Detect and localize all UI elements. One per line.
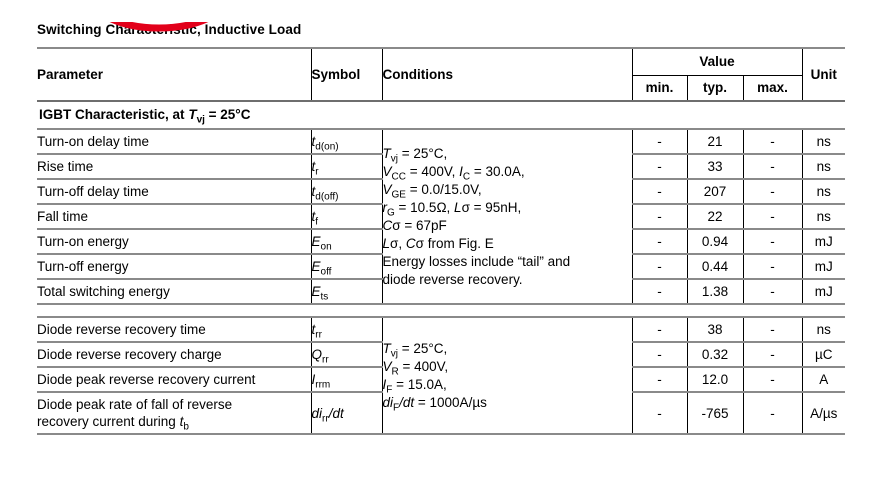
page-title: Switching Characteristic, Inductive Load	[37, 22, 302, 37]
parameter-cell: Diode peak rate of fall of reverse recovery current during $t_b$	[37, 392, 311, 434]
switching-characteristics-header	[37, 47, 845, 102]
typ-value-cell: 0.94	[687, 229, 743, 254]
max-value-cell: -	[743, 129, 802, 154]
igbt-characteristics-table	[37, 128, 845, 305]
parameter-cell: Turn-on energy	[37, 229, 311, 254]
max-value-cell: -	[743, 204, 802, 229]
header-row-main	[37, 48, 845, 75]
symbol-cell: $Q_{rr}$	[311, 342, 382, 367]
max-value-cell: -	[743, 342, 802, 367]
col-header-min: min.	[632, 75, 687, 101]
unit-cell: ns	[802, 179, 845, 204]
min-value-cell: -	[632, 179, 687, 204]
table-row	[37, 317, 845, 342]
typ-value-cell: 0.32	[687, 342, 743, 367]
igbt-section-title: IGBT Characteristic, at $T_{vj} = 25^\circ C$	[39, 107, 251, 126]
parameter-cell: Diode peak reverse recovery current	[37, 367, 311, 392]
min-value-cell: -	[632, 254, 687, 279]
symbol-cell: $E_{ts}$	[311, 279, 382, 304]
max-value-cell: -	[743, 179, 802, 204]
typ-value-cell: 0.44	[687, 254, 743, 279]
max-value-cell: -	[743, 254, 802, 279]
max-value-cell: -	[743, 367, 802, 392]
max-value-cell: -	[743, 229, 802, 254]
max-value-cell: -	[743, 154, 802, 179]
unit-cell: ns	[802, 129, 845, 154]
unit-cell: A/µs	[802, 392, 845, 434]
symbol-cell: $E_{off}$	[311, 254, 382, 279]
max-value-cell: -	[743, 392, 802, 434]
typ-value-cell: 21	[687, 129, 743, 154]
datasheet-page	[0, 22, 891, 488]
symbol-cell: $t_{d(on)}$	[311, 129, 382, 154]
max-value-cell: -	[743, 317, 802, 342]
symbol-cell: $di_{rr}/dt$	[311, 392, 382, 434]
unit-cell: ns	[802, 204, 845, 229]
max-value-cell: -	[743, 279, 802, 304]
typ-value-cell: 207	[687, 179, 743, 204]
parameter-cell: Fall time	[37, 204, 311, 229]
parameter-cell: Diode reverse recovery charge	[37, 342, 311, 367]
table-row	[37, 129, 845, 154]
typ-value-cell: 33	[687, 154, 743, 179]
typ-value-cell: 12.0	[687, 367, 743, 392]
unit-cell: µC	[802, 342, 845, 367]
min-value-cell: -	[632, 129, 687, 154]
infineon-logo-arc	[85, 22, 233, 33]
unit-cell: A	[802, 367, 845, 392]
col-header-typ: typ.	[687, 75, 743, 101]
parameter-cell: Turn-off energy	[37, 254, 311, 279]
min-value-cell: -	[632, 367, 687, 392]
min-value-cell: -	[632, 392, 687, 434]
min-value-cell: -	[632, 204, 687, 229]
symbol-cell: $t_{rr}$	[311, 317, 382, 342]
parameter-cell: Rise time	[37, 154, 311, 179]
typ-value-cell: 38	[687, 317, 743, 342]
typ-value-cell: 1.38	[687, 279, 743, 304]
parameter-cell: Diode reverse recovery time	[37, 317, 311, 342]
col-header-value: Value	[632, 48, 802, 75]
symbol-cell: $t_f$	[311, 204, 382, 229]
unit-cell: ns	[802, 317, 845, 342]
unit-cell: ns	[802, 154, 845, 179]
col-header-conditions: Conditions	[382, 48, 632, 101]
unit-cell: mJ	[802, 229, 845, 254]
col-header-max: max.	[743, 75, 802, 101]
min-value-cell: -	[632, 279, 687, 304]
conditions-cell: $T_{vj} = 25^\circ C$, $V_R = 400V$, $I_F = 15.0A$, $di_F/dt = 1000A/\mu s$	[382, 317, 632, 434]
min-value-cell: -	[632, 154, 687, 179]
parameter-cell: Total switching energy	[37, 279, 311, 304]
symbol-cell: $I_{rrm}$	[311, 367, 382, 392]
symbol-cell: $E_{on}$	[311, 229, 382, 254]
col-header-symbol: Symbol	[311, 48, 382, 101]
unit-cell: mJ	[802, 279, 845, 304]
typ-value-cell: -765	[687, 392, 743, 434]
conditions-cell: $T_{vj} = 25^\circ C$, $V_{CC} = 400V$, $I_C = 30.0A$, $V_{GE} = 0.0/15.0V$, $r_G = 10.5\Omega$, Lσ = 95nH, Cσ = 67pF Lσ, Cσ from Fig. E Energy losses include “tail” and diode reverse recovery.	[382, 129, 632, 304]
unit-cell: mJ	[802, 254, 845, 279]
col-header-parameter: Parameter	[37, 48, 311, 101]
min-value-cell: -	[632, 317, 687, 342]
symbol-cell: $t_r$	[311, 154, 382, 179]
parameter-cell: Turn-off delay time	[37, 179, 311, 204]
symbol-cell: $t_{d(off)}$	[311, 179, 382, 204]
min-value-cell: -	[632, 229, 687, 254]
col-header-unit: Unit	[802, 48, 845, 101]
min-value-cell: -	[632, 342, 687, 367]
typ-value-cell: 22	[687, 204, 743, 229]
parameter-cell: Turn-on delay time	[37, 129, 311, 154]
diode-characteristics-table	[37, 316, 845, 435]
section-gap	[0, 305, 891, 316]
